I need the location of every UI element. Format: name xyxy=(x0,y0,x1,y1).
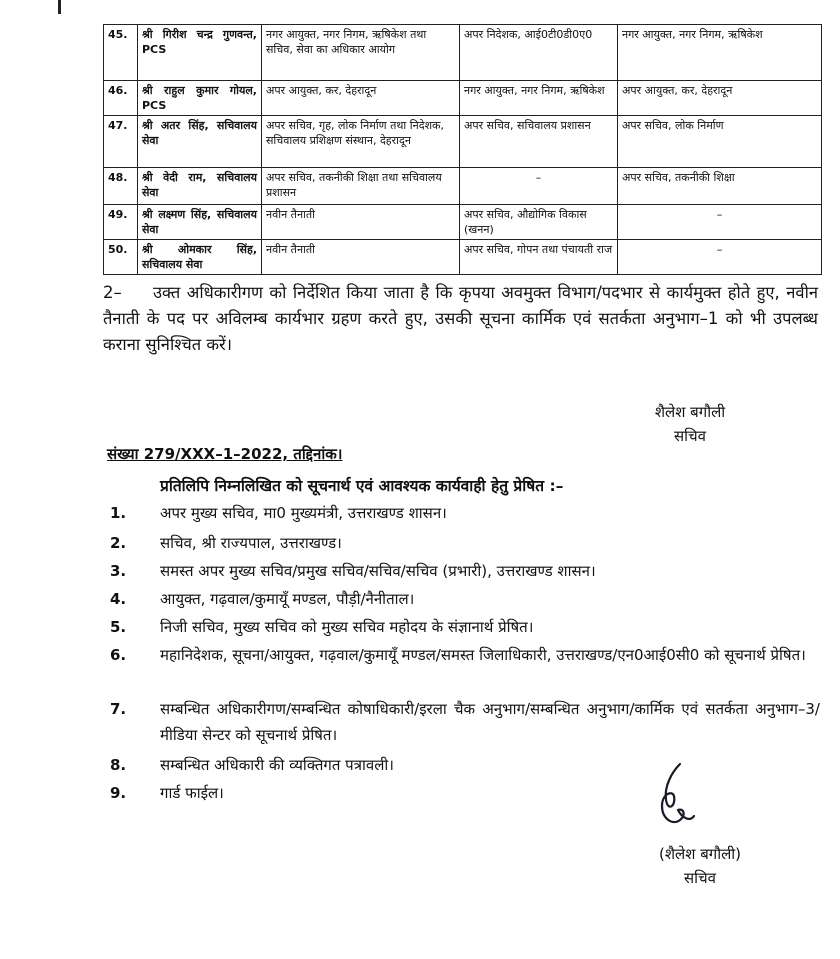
signatory-designation: सचिव xyxy=(684,869,716,887)
item-number: 9. xyxy=(110,784,127,802)
additional-charge: नगर आयुक्त, नगर निगम, ऋषिकेश xyxy=(618,25,822,81)
additional-charge: – xyxy=(618,240,822,275)
new-post: अपर सचिव, औद्योगिक विकास (खनन) xyxy=(460,205,618,240)
serial-number: 46. xyxy=(104,81,138,116)
item-text: आयुक्त, गढ़वाल/कुमायूँ मण्डल, पौड़ी/नैनीताल। xyxy=(160,590,415,608)
signatory-name: (शैलेश बगौली) xyxy=(659,845,741,863)
additional-charge: – xyxy=(618,205,822,240)
instruction-paragraph xyxy=(103,280,818,358)
additional-charge: अपर सचिव, तकनीकी शिक्षा xyxy=(618,168,822,205)
item-number: 4. xyxy=(110,590,127,608)
serial-number: 50. xyxy=(104,240,138,275)
copy-heading: प्रतिलिपि निम्नलिखित को सूचनार्थ एवं आवश्यक कार्यवाही हेतु प्रेषित :– xyxy=(160,477,564,495)
new-post: नगर आयुक्त, नगर निगम, ऋषिकेश xyxy=(460,81,618,116)
officer-name: श्री अतर सिंह, सचिवालय सेवा xyxy=(138,116,262,168)
current-post: नगर आयुक्त, नगर निगम, ऋषिकेश तथा सचिव, सेवा का अधिकार आयोग xyxy=(262,25,460,81)
additional-charge: अपर आयुक्त, कर, देहरादून xyxy=(618,81,822,116)
item-text: सम्बन्धित अधिकारी की व्यक्तिगत पत्रावली। xyxy=(160,756,394,774)
new-post: अपर सचिव, सचिवालय प्रशासन xyxy=(460,116,618,168)
item-number: 3. xyxy=(110,562,127,580)
signatory-name: शैलेश बगौली xyxy=(654,403,726,421)
item-number: 8. xyxy=(110,756,127,774)
item-text: सचिव, श्री राज्यपाल, उत्तराखण्ड। xyxy=(160,534,342,552)
item-text: गार्ड फाईल। xyxy=(160,784,224,802)
current-post: अपर सचिव, तकनीकी शिक्षा तथा सचिवालय प्रशासन xyxy=(262,168,460,205)
item-number: 6. xyxy=(110,646,127,664)
officer-name: श्री ओमकार सिंह, सचिवालय सेवा xyxy=(138,240,262,275)
item-text: निजी सचिव, मुख्य सचिव को मुख्य सचिव महोदय के संज्ञानार्थ प्रेषित। xyxy=(160,618,534,636)
signatory-block-top xyxy=(620,400,760,448)
transfer-table xyxy=(103,24,822,275)
current-post: अपर सचिव, गृह, लोक निर्माण तथा निदेशक, सचिवालय प्रशिक्षण संस्थान, देहरादून xyxy=(262,116,460,168)
serial-number: 45. xyxy=(104,25,138,81)
additional-charge: अपर सचिव, लोक निर्माण xyxy=(618,116,822,168)
officer-name: श्री गिरीश चन्द्र गुणवन्त, PCS xyxy=(138,25,262,81)
item-number: 2. xyxy=(110,534,127,552)
item-text: सम्बन्धित अधिकारीगण/सम्बन्धित कोषाधिकारी/इरला चैक अनुभाग/सम्बन्धित अनुभाग/कार्मिक एवं सतर्कता अनुभाग–3/मीडिया सेन्टर को सूचनार्थ प्रेषित। xyxy=(160,700,820,744)
item-text: अपर मुख्य सचिव, मा0 मुख्यमंत्री, उत्तराखण्ड शासन। xyxy=(160,504,447,522)
serial-number: 47. xyxy=(104,116,138,168)
item-text: समस्त अपर मुख्य सचिव/प्रमुख सचिव/सचिव/सचिव (प्रभारी), उत्तराखण्ड शासन। xyxy=(160,562,596,580)
table-row xyxy=(104,25,822,81)
table-row xyxy=(104,168,822,205)
paragraph-text: उक्त अधिकारीगण को निर्देशित किया जाता है कि कृपया अवमुक्त विभाग/पदभार से कार्यमुक्त होते हुए, नवीन तैनाती के पद पर अविलम्ब कार्यभार ग्रहण करते हुए, उसकी सूचना कार्मिक एवं सतर्कता अनुभाग–1 को भी उपलब्ध कराना सुनिश्चित करें। xyxy=(103,283,818,354)
signatory-block-bottom xyxy=(630,842,770,890)
page-edge-mark xyxy=(58,0,61,14)
new-post: अपर निदेशक, आई0टी0डी0ए0 xyxy=(460,25,618,81)
officer-name: श्री वेदी राम, सचिवालय सेवा xyxy=(138,168,262,205)
table-row xyxy=(104,81,822,116)
item-number: 1. xyxy=(110,504,127,522)
paragraph-number: 2– xyxy=(103,283,122,302)
reference-number: संख्या 279/XXX–1–2022, तद्दिनांक। xyxy=(107,445,343,463)
item-number: 7. xyxy=(110,700,127,718)
signatory-designation: सचिव xyxy=(674,427,706,445)
table-row xyxy=(104,240,822,275)
current-post: नवीन तैनाती xyxy=(262,205,460,240)
handwritten-signature xyxy=(650,760,700,840)
table-row xyxy=(104,116,822,168)
table-row xyxy=(104,205,822,240)
serial-number: 49. xyxy=(104,205,138,240)
officer-name: श्री लक्ष्मण सिंह, सचिवालय सेवा xyxy=(138,205,262,240)
new-post: अपर सचिव, गोपन तथा पंचायती राज xyxy=(460,240,618,275)
serial-number: 48. xyxy=(104,168,138,205)
current-post: अपर आयुक्त, कर, देहरादून xyxy=(262,81,460,116)
item-text: महानिदेशक, सूचना/आयुक्त, गढ़वाल/कुमायूँ मण्डल/समस्त जिलाधिकारी, उत्तराखण्ड/एन0आई0सी0 को सूचनार्थ प्रेषित। xyxy=(160,646,806,664)
officer-name: श्री राहुल कुमार गोयल, PCS xyxy=(138,81,262,116)
item-number: 5. xyxy=(110,618,127,636)
new-post: – xyxy=(460,168,618,205)
current-post: नवीन तैनाती xyxy=(262,240,460,275)
